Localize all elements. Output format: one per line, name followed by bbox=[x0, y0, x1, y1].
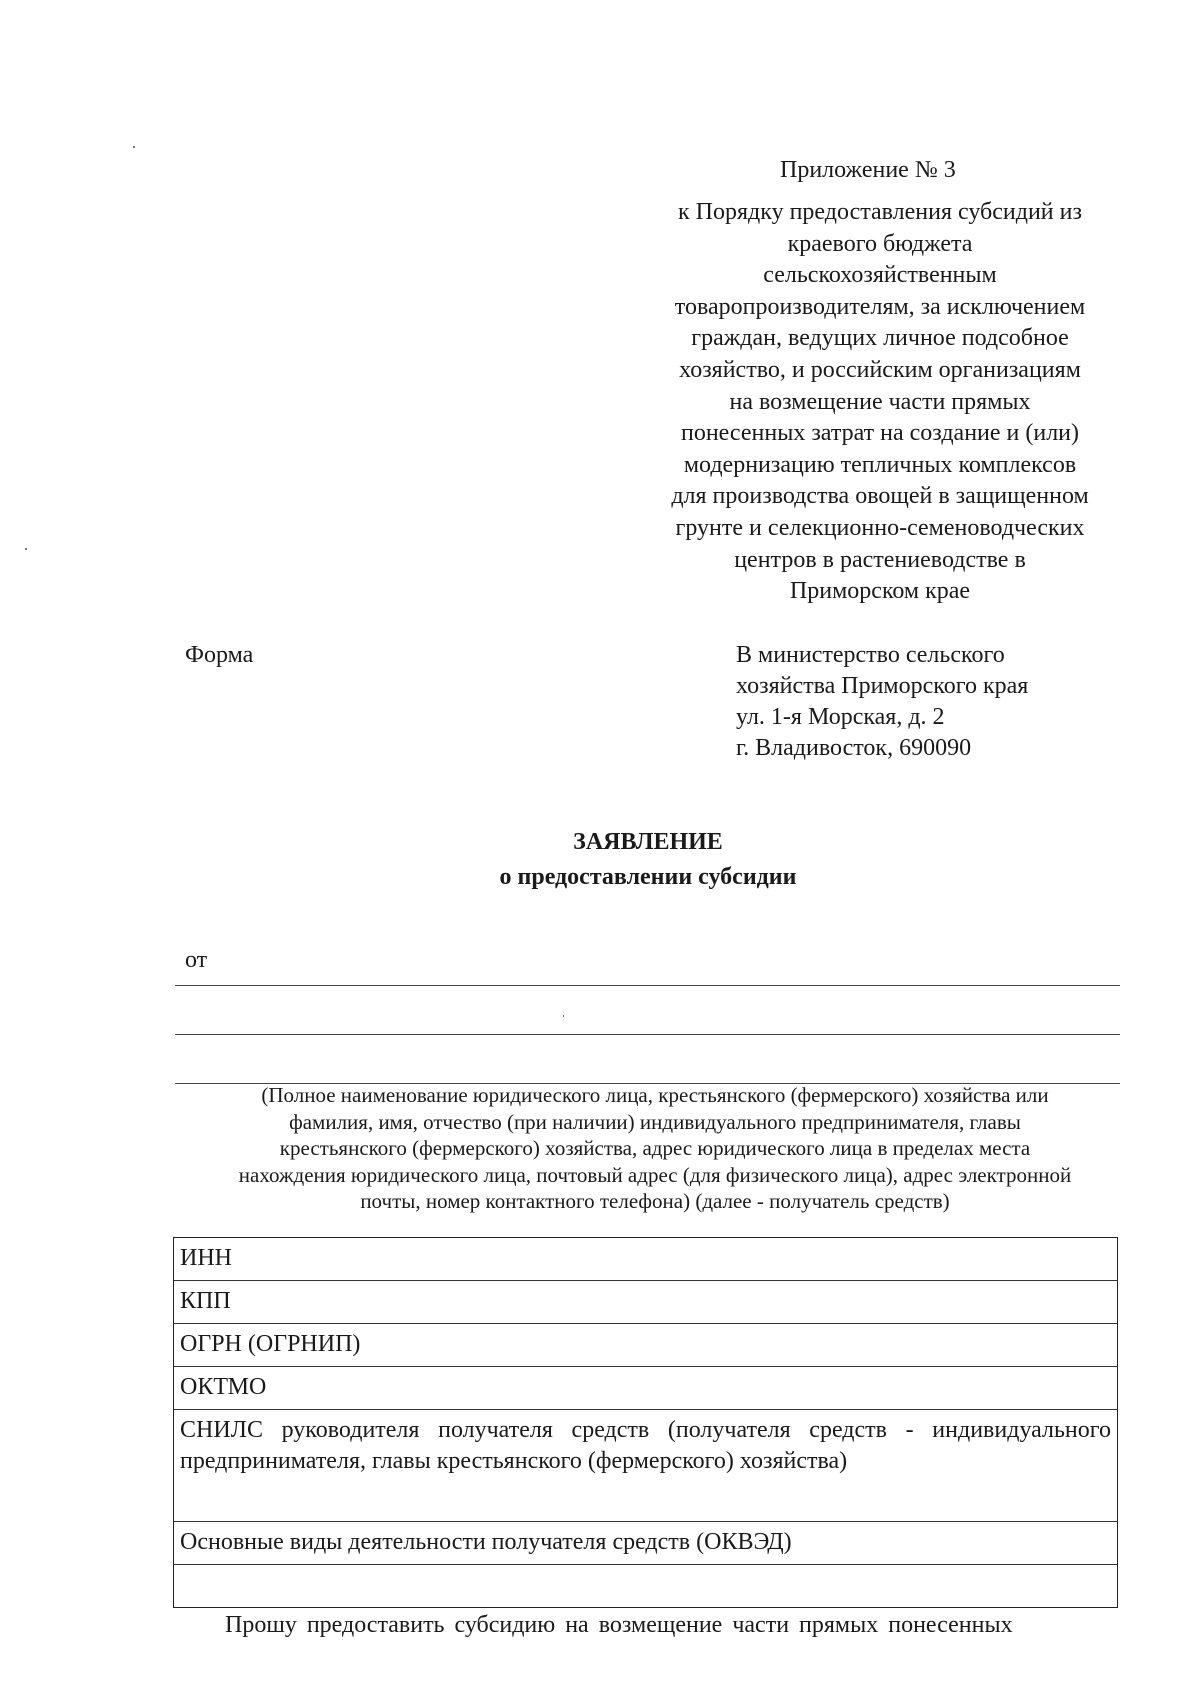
okved-row[interactable] bbox=[174, 1522, 1117, 1565]
caption-line: фамилия, имя, отчество (при наличии) индивидуального предпринимателя, главы bbox=[289, 1109, 1021, 1134]
appendix-line: хозяйство, и российским организациям bbox=[679, 356, 1081, 383]
appendix-line: сельскохозяйственным bbox=[763, 262, 997, 289]
scan-speck bbox=[563, 1015, 564, 1017]
appendix-line: модернизацию тепличных комплексов bbox=[683, 451, 1077, 478]
snils-row[interactable] bbox=[174, 1410, 1117, 1522]
applicant-field-caption bbox=[180, 1082, 1130, 1215]
snils-label: СНИЛС руководителя получателя средств (получателя средств - индивидуального предпринимателя, главы крестьянского (фермерского) хозяйства) bbox=[180, 1417, 1111, 1474]
addressee-line: г. Владивосток, 690090 bbox=[736, 735, 972, 761]
oktmo-label: ОКТМО bbox=[180, 1374, 267, 1400]
appendix-title: Приложение № 3 bbox=[780, 157, 956, 183]
addressee-line: хозяйства Приморского края bbox=[736, 673, 1029, 699]
addressee-block bbox=[736, 640, 1028, 764]
appendix-description bbox=[630, 197, 1130, 608]
caption-line: (Полное наименование юридического лица, крестьянского (фермерского) хозяйства или bbox=[261, 1083, 1049, 1107]
applicant-field-line-2[interactable] bbox=[175, 1034, 1120, 1035]
document-subtitle: о предоставлении субсидии bbox=[499, 864, 797, 890]
okved-label: Основные виды деятельности получателя средств (ОКВЭД) bbox=[180, 1529, 792, 1555]
appendix-line: грунте и селекционно-семеноводческих bbox=[675, 514, 1085, 541]
appendix-line: Приморском крае bbox=[789, 578, 971, 605]
okved-value-row[interactable] bbox=[174, 1565, 1117, 1607]
appendix-line: понесенных затрат на создание и (или) bbox=[680, 420, 1080, 447]
appendix-line: центров в растениеводстве в bbox=[734, 546, 1026, 573]
appendix-line: краевого бюджета bbox=[787, 230, 973, 257]
appendix-line: на возмещение части прямых bbox=[729, 388, 1031, 415]
ogrn-row[interactable] bbox=[174, 1324, 1117, 1367]
scan-speck bbox=[25, 548, 27, 550]
scan-speck bbox=[133, 146, 135, 148]
appendix-line: к Порядку предоставления субсидий из bbox=[678, 199, 1082, 225]
requisites-table bbox=[173, 1237, 1118, 1608]
inn-row[interactable] bbox=[174, 1238, 1117, 1281]
document-title: ЗАЯВЛЕНИЕ bbox=[573, 829, 723, 855]
request-text: Прошу предоставить субсидию на возмещение части прямых понесенных bbox=[225, 1612, 1013, 1638]
appendix-line: граждан, ведущих личное подсобное bbox=[691, 325, 1069, 352]
oktmo-row[interactable] bbox=[174, 1367, 1117, 1410]
caption-line: крестьянского (фермерского) хозяйства, адрес юридического лица в пределах места bbox=[279, 1136, 1031, 1161]
appendix-line: товаропроизводителям, за исключением bbox=[674, 293, 1086, 320]
caption-line: почты, номер контактного телефона) (далее - получатель средств) bbox=[360, 1189, 950, 1214]
form-label: Форма bbox=[185, 642, 254, 668]
addressee-line: ул. 1-я Морская, д. 2 bbox=[736, 704, 945, 730]
ogrn-label: ОГРН (ОГРНИП) bbox=[180, 1331, 361, 1357]
inn-label: ИНН bbox=[180, 1245, 232, 1271]
appendix-line: для производства овощей в защищенном bbox=[671, 483, 1089, 510]
kpp-row[interactable] bbox=[174, 1281, 1117, 1324]
applicant-field-line-1[interactable] bbox=[175, 985, 1120, 986]
addressee-line: В министерство сельского bbox=[736, 642, 1005, 668]
kpp-label: КПП bbox=[180, 1288, 231, 1314]
from-label: от bbox=[185, 947, 208, 973]
caption-line: нахождения юридического лица, почтовый адрес (для физического лица), адрес электронной bbox=[238, 1162, 1072, 1187]
